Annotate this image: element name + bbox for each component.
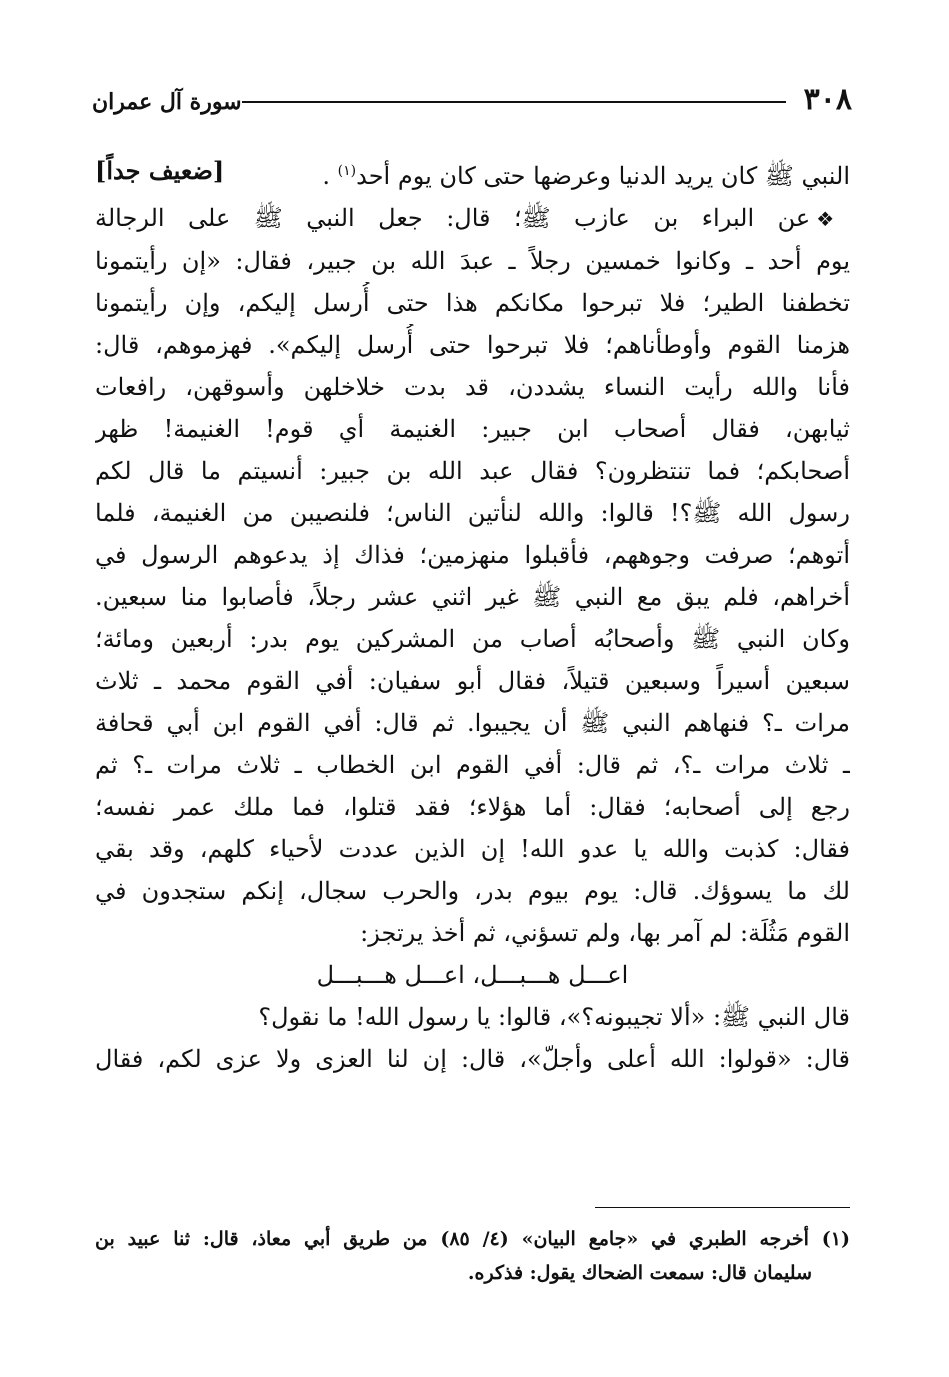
text-line: مرات ـ؟ فنهاهم النبي ﷺ أن يجيبوا. ثم قال: أفي القوم ابن أبي قحافة [95,709,850,737]
text-line: يوم أحد ـ وكانوا خمسين رجلاً ـ عبدَ الله بن جبير، فقال: «إن رأيتمونا [95,247,850,275]
text-line: أتوهم؛ صرفت وجوههم، فأقبلوا منهزمين؛ فذاك إذ يدعوهم الرسول في [95,541,850,569]
text-line: تخطفنا الطير؛ فلا تبرحوا مكانكم هذا حتى أُرسل إليكم، وإن رأيتمونا [95,289,850,317]
page-number: ٣٠٨ [803,82,852,117]
running-header [92,80,852,120]
text-line [95,150,850,197]
footnote-separator [595,1207,850,1208]
main-text [95,150,850,1080]
text-line: أصحابكم؛ فما تنتظرون؟ فقال عبد الله بن جبير: أنسيتم ما قال لكم [95,457,850,485]
text-line: رسول الله ﷺ؟! قالوا: والله لنأتين الناس؛ فلنصيبن من الغنيمة، فلما [95,499,850,527]
first-line-end: . [322,162,338,190]
text-line: أخراهم، فلم يبق مع النبي ﷺ غير اثني عشر رجلاً، فأصابوا منا سبعين. [95,583,850,611]
text-line: فأنا والله رأيت النساء يشددن، قد بدت خلاخلهن وأسوقهن، رافعات [95,373,850,401]
text-line: ـ ثلاث مرات ـ؟، ثم قال: أفي القوم ابن الخطاب ـ ثلاث مرات ـ؟ ثم [95,751,850,779]
footnote-line: (١) أخرجه الطبري في «جامع البيان» (٤/ ٨٥) من طريق أبي معاذ، قال: ثنا عبيد بن [95,1228,850,1250]
text-line: قال النبي ﷺ: «ألا تجيبونه؟»، قالوا: يا رسول الله! ما نقول؟ [258,1003,850,1031]
first-line-text: النبي ﷺ كان يريد الدنيا وعرضها حتى كان يوم أحد [356,162,850,190]
surah-title: سورة آل عمران [92,89,242,115]
footnote-line: سليمان قال: سمعت الضحاك يقول: فذكره. [467,1262,812,1284]
text-line: القوم مَثُلَة: لم آمر بها، ولم تسؤني، ثم أخذ يرتجز: [360,919,850,947]
header-rule [242,101,786,103]
text-line: رجع إلى أصحابه؛ فقال: أما هؤلاء؛ فقد قتلوا، فما ملك عمر نفسه؛ [95,793,850,821]
footnotes [95,1222,850,1290]
text-line: هزمنا القوم وأوطأناهم؛ فلا تبرحوا حتى أُرسل إليكم». فهزموهم، قال: [95,331,850,359]
text-line: سبعين أسيراً وسبعين قتيلاً، فقال أبو سفيان: أفي القوم محمد ـ ثلاث [95,667,850,695]
diamond-icon: ❖ [816,207,850,231]
poem-verse: اعـــل هـــبـــل، اعـــل هـــبـــل [316,961,629,989]
footnote-reference: (١) [337,163,357,179]
text-line: فقال: كذبت والله يا عدو الله! إن الذين عددت لأحياء كلهم، وقد بقي [95,835,850,863]
text-line: قال: «قولوا: الله أعلى وأجلّ»، قال: إن لنا العزى ولا عزى لكم، فقال [95,1045,850,1073]
text-line: ثيابهن، فقال أصحاب ابن جبير: الغنيمة أي قوم! الغنيمة! ظهر [95,415,850,443]
hadith-grade: [ضعيف جداً] [95,156,225,185]
text-line: وكان النبي ﷺ وأصحابُه أصاب من المشركين يوم بدر: أربعين ومائة؛ [95,625,850,653]
text-line: لك ما يسوؤك. قال: يوم بيوم بدر، والحرب سجال، إنكم ستجدون في [95,877,850,905]
text-line: ❖عن البراء بن عازب ﷺ؛ قال: جعل النبي ﷺ على الرجالة [95,204,850,232]
